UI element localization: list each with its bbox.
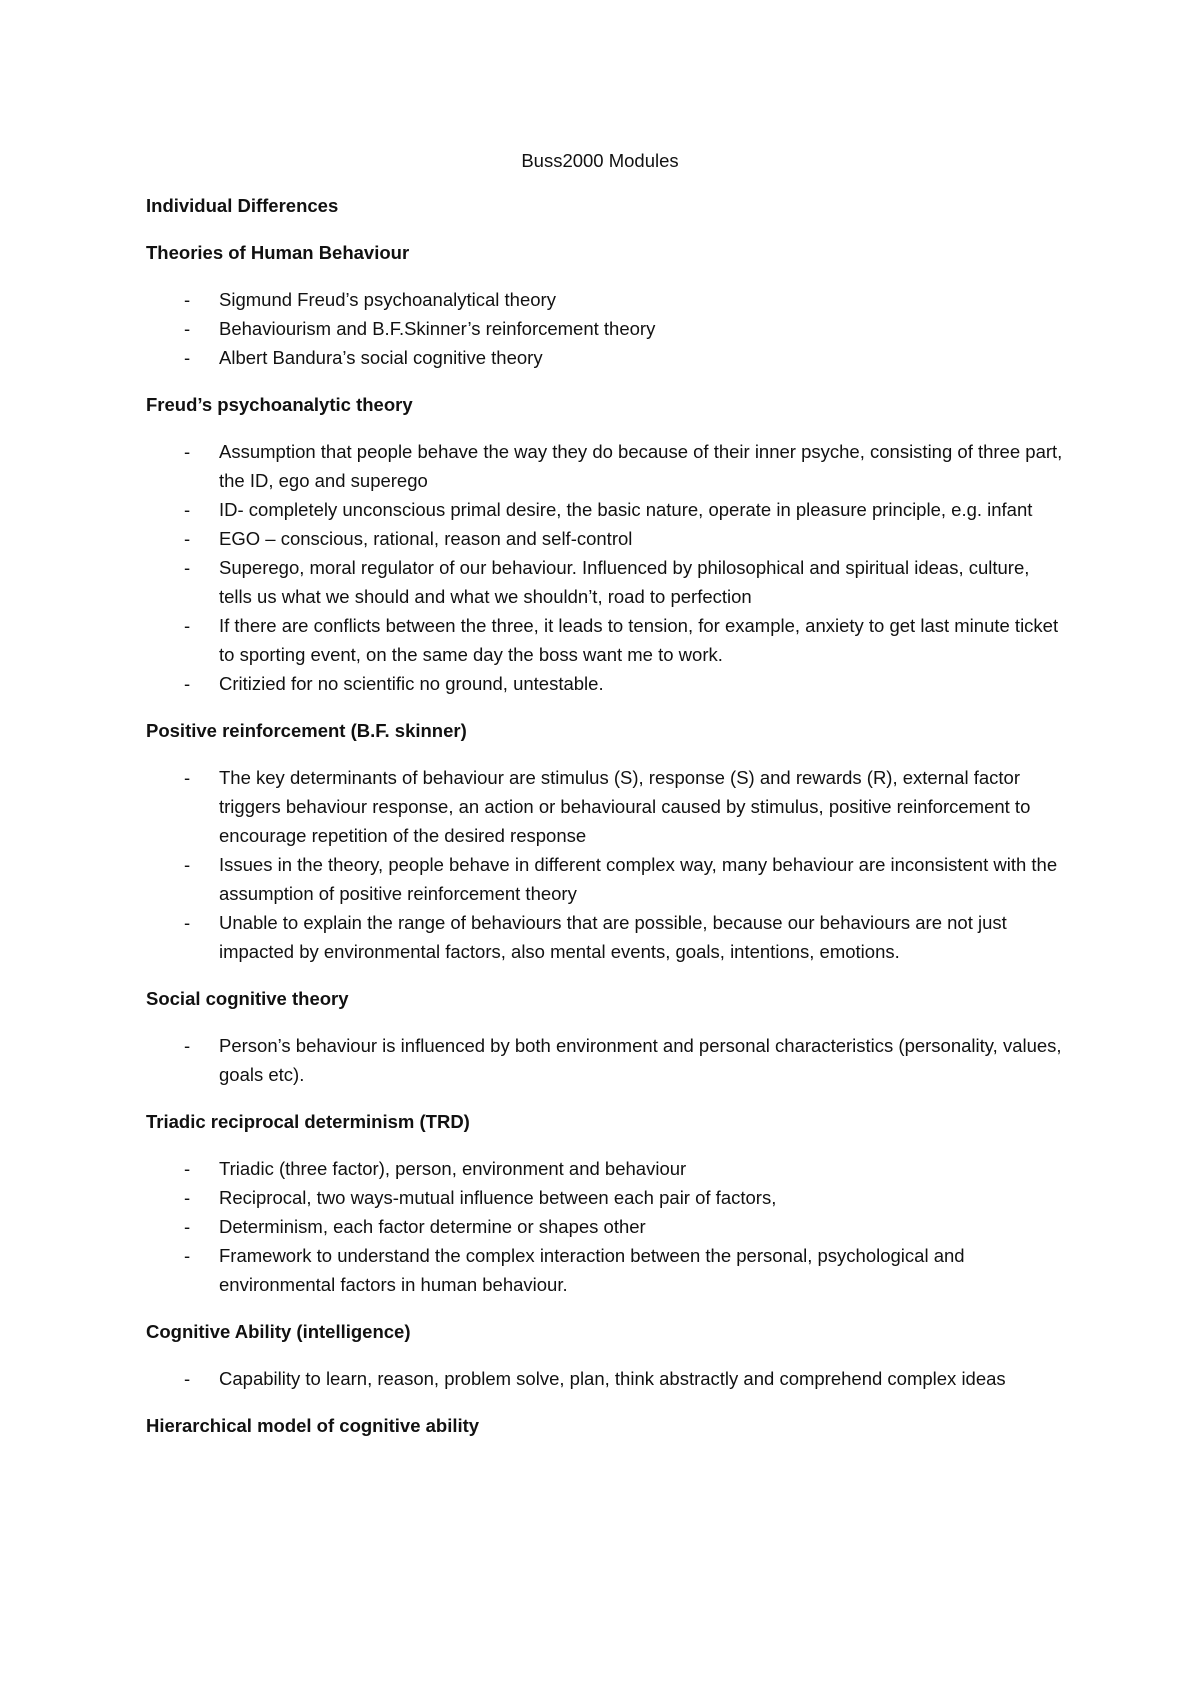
- bullet-dash: -: [184, 912, 191, 933]
- bullet-dash: -: [184, 1216, 191, 1237]
- list-item: [146, 1364, 1066, 1393]
- list-item: [146, 314, 1066, 343]
- list-item-text: Assumption that people behave the way they do because of their inner psyche, consisting of three part, the ID, ego and superego: [219, 441, 1063, 491]
- list-item-text: Capability to learn, reason, problem solve, plan, think abstractly and comprehend complex ideas: [219, 1368, 1006, 1389]
- list-item: [146, 524, 1066, 553]
- list-item: [146, 1212, 1066, 1241]
- list-item-text: Framework to understand the complex interaction between the personal, psychological and environmental factors in human behaviour.: [219, 1245, 965, 1295]
- section-heading: Cognitive Ability (intelligence): [146, 1321, 411, 1342]
- document-body: [146, 146, 1066, 1458]
- bullet-dash: -: [184, 499, 191, 520]
- list-item: [146, 611, 1066, 669]
- list-item: [146, 285, 1066, 314]
- bullet-list: [146, 285, 1066, 372]
- list-item: [146, 495, 1066, 524]
- list-item-text: Triadic (three factor), person, environment and behaviour: [219, 1158, 687, 1179]
- list-item: [146, 763, 1066, 850]
- bullet-dash: -: [184, 1035, 191, 1056]
- list-item: [146, 437, 1066, 495]
- list-item-text: Unable to explain the range of behaviours that are possible, because our behaviours are not just impacted by environmental factors, also mental events, goals, intentions, emotions.: [219, 912, 1007, 962]
- list-item: [146, 343, 1066, 372]
- bullet-dash: -: [184, 1245, 191, 1266]
- list-item-text: Superego, moral regulator of our behaviour. Influenced by philosophical and spiritual ideas, culture, tells us what we should and what we shouldn’t, road to perfection: [219, 557, 1030, 607]
- section-heading: Freud’s psychoanalytic theory: [146, 394, 413, 415]
- section: [146, 390, 1066, 698]
- bullet-list: [146, 1031, 1066, 1089]
- section-heading: Hierarchical model of cognitive ability: [146, 1415, 480, 1436]
- bullet-dash: -: [184, 289, 191, 310]
- section-heading: Positive reinforcement (B.F. skinner): [146, 720, 467, 741]
- list-item-text: Sigmund Freud’s psychoanalytical theory: [219, 289, 556, 310]
- list-item: [146, 1241, 1066, 1299]
- list-item-text: Behaviourism and B.F.Skinner’s reinforcement theory: [219, 318, 656, 339]
- section: [146, 1107, 1066, 1299]
- bullet-dash: -: [184, 557, 191, 578]
- sections-container: [146, 238, 1066, 1440]
- section: [146, 238, 1066, 372]
- list-item: [146, 1183, 1066, 1212]
- bullet-dash: -: [184, 854, 191, 875]
- list-item: [146, 1154, 1066, 1183]
- section-heading: Theories of Human Behaviour: [146, 242, 410, 263]
- list-item-text: EGO – conscious, rational, reason and self-control: [219, 528, 633, 549]
- list-item-text: Albert Bandura’s social cognitive theory: [219, 347, 543, 368]
- list-item-text: Critizied for no scientific no ground, untestable.: [219, 673, 604, 694]
- bullet-dash: -: [184, 528, 191, 549]
- section: [146, 984, 1066, 1089]
- bullet-dash: -: [184, 318, 191, 339]
- bullet-dash: -: [184, 615, 191, 636]
- list-item: [146, 669, 1066, 698]
- list-item-text: Reciprocal, two ways-mutual influence between each pair of factors,: [219, 1187, 777, 1208]
- list-item-text: ID- completely unconscious primal desire, the basic nature, operate in pleasure principle, e.g. infant: [219, 499, 1033, 520]
- section-heading: Social cognitive theory: [146, 988, 349, 1009]
- section-heading: Triadic reciprocal determinism (TRD): [146, 1111, 470, 1132]
- bullet-dash: -: [184, 1158, 191, 1179]
- list-item-text: The key determinants of behaviour are stimulus (S), response (S) and rewards (R), external factor triggers behaviour response, an action or behavioural caused by stimulus, positive reinforcement to encourage repetition of the desired response: [219, 767, 1031, 846]
- bullet-list: [146, 437, 1066, 698]
- list-item-text: Determinism, each factor determine or shapes other: [219, 1216, 646, 1237]
- bullet-dash: -: [184, 673, 191, 694]
- section: [146, 1317, 1066, 1393]
- list-item: [146, 1031, 1066, 1089]
- bullet-dash: -: [184, 347, 191, 368]
- list-item: [146, 850, 1066, 908]
- bullet-dash: -: [184, 767, 191, 788]
- section: [146, 716, 1066, 966]
- list-item-text: Person’s behaviour is influenced by both environment and personal characteristics (personality, values, goals etc).: [219, 1035, 1062, 1085]
- bullet-list: [146, 1364, 1066, 1393]
- bullet-list: [146, 763, 1066, 966]
- bullet-list: [146, 1154, 1066, 1299]
- bullet-dash: -: [184, 1368, 191, 1389]
- list-item: [146, 553, 1066, 611]
- bullet-dash: -: [184, 1187, 191, 1208]
- section: [146, 1411, 1066, 1440]
- section-heading-individual-differences: Individual Differences: [146, 195, 339, 216]
- bullet-dash: -: [184, 441, 191, 462]
- document-title: Buss2000 Modules: [521, 150, 679, 171]
- list-item-text: If there are conflicts between the three, it leads to tension, for example, anxiety to get last minute ticket to sporting event, on the same day the boss want me to work.: [219, 615, 1059, 665]
- list-item-text: Issues in the theory, people behave in different complex way, many behaviour are inconsistent with the assumption of positive reinforcement theory: [219, 854, 1058, 904]
- list-item: [146, 908, 1066, 966]
